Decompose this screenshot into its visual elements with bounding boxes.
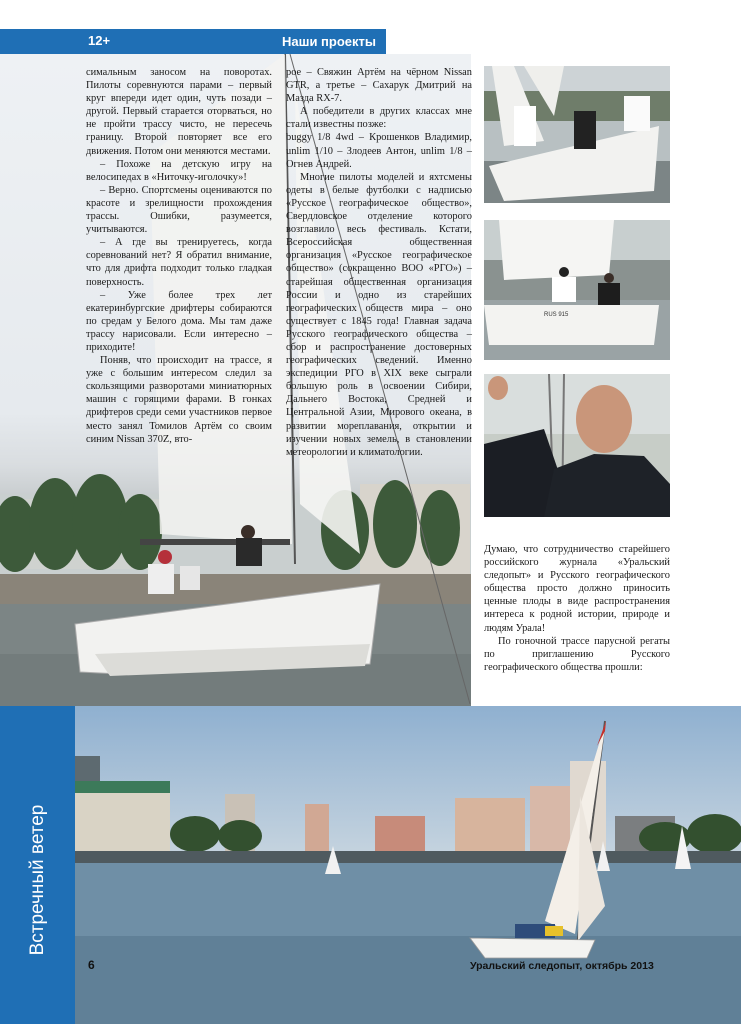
- paragraph: – А где вы тренируетесь, когда соревнований нет? Я обратил внимание, что для дрифта подходит только гладкая поверхность.: [86, 237, 272, 288]
- paragraph: А победители в других классах мне стали известны позже:: [286, 106, 472, 131]
- paragraph: Многие пилоты моделей и яхтсмены одеты в белые футболки с надписью «Русское географическое общество», Свердловское отделение которого возглавило весь фестиваль. Кстати, Всероссийская общественная организация «Русское географическое общество» (сокращенно ВОО «РГО») – старейшая общественная организация России и одно из старейших географических обществ мира – оно существует с 1845 года! Главная задача Русского географического общества – сбор и распространение достоверных географических сведений. Именно экспедиции РГО в XIX веке сыграли большую роль в освоении Сибири, Дальнего Востока, Средней и Центральной Азии, Мирового океана, в развитии мореплавания, открытии и изучении новых земель, в становлении метеорологии и климатологии.: [286, 171, 472, 458]
- city-regatta-photo: [75, 706, 741, 1024]
- article-column-3: [484, 543, 670, 674]
- paragraph: buggy 1/8 4wd – Крошенков Владимир, unlim 1/10 – Злодеев Антон, unlim 1/8 – Огнев Андрей.: [286, 132, 472, 170]
- paragraph: рое – Свяжин Артём на чёрном Nissan GTR, а третье – Сахарук Дмитрий на Мазда RX-7.: [286, 67, 472, 105]
- page-number: 6: [88, 958, 95, 972]
- yachtsman-portrait-photo: [484, 374, 670, 517]
- paragraph: По гоночной трассе парусной регаты по приглашению Русского географического общества прошли:: [484, 635, 670, 673]
- article-column-2: [286, 66, 472, 459]
- side-title: Встречный ветер: [27, 804, 48, 956]
- paragraph: – Похоже на детскую игру на велосипедах в «Ниточку-иголочку»!: [86, 158, 272, 183]
- paragraph: Думаю, что сотрудничество старейшего российского журнала «Уральский следопыт» и Русского географического общества просто должно приносить ценные плоды в виде распространения интереса к родной истории, природе и людям Урала!: [484, 544, 670, 634]
- paragraph: – Уже более трех лет екатеринбургские дрифтеры собираются по средам у Белого дома. Мы там даже трассу нарисовали. Если интересно – приходите!: [86, 289, 272, 353]
- magazine-footer: Уральский следопыт, октябрь 2013: [470, 960, 654, 972]
- paragraph: Поняв, что происходит на трассе, я уже с большим интересом следил за скользящими разворотами миниатюрных машин с горящими фарами. В гонках дрифтеров среди семи участников первое место занял Томилов Артём со своим синим Nissan 370Z, вто-: [86, 355, 272, 445]
- paragraph: – Верно. Спортсмены оцениваются по красоте и зрелищности прохождения трассы. Ошибки, разумеется, учитываются.: [86, 184, 272, 236]
- boat-sail-number: RUS 915: [544, 312, 569, 318]
- section-title: Наши проекты: [282, 34, 376, 49]
- sailboat-crew-photo-2: [484, 220, 670, 360]
- age-rating: 12+: [88, 33, 111, 48]
- paragraph: симальным заносом на поворотах. Пилоты соревнуются парами – первый круг впереди идет один, чуть позади – другой. Первый старается оторваться, но не пройти трассу чисто, не пересечь границу. Второй повторяет все его движения. Потом они меняются местами.: [86, 67, 272, 157]
- article-column-1: [86, 66, 272, 446]
- sailboat-crew-photo-1: [484, 66, 670, 203]
